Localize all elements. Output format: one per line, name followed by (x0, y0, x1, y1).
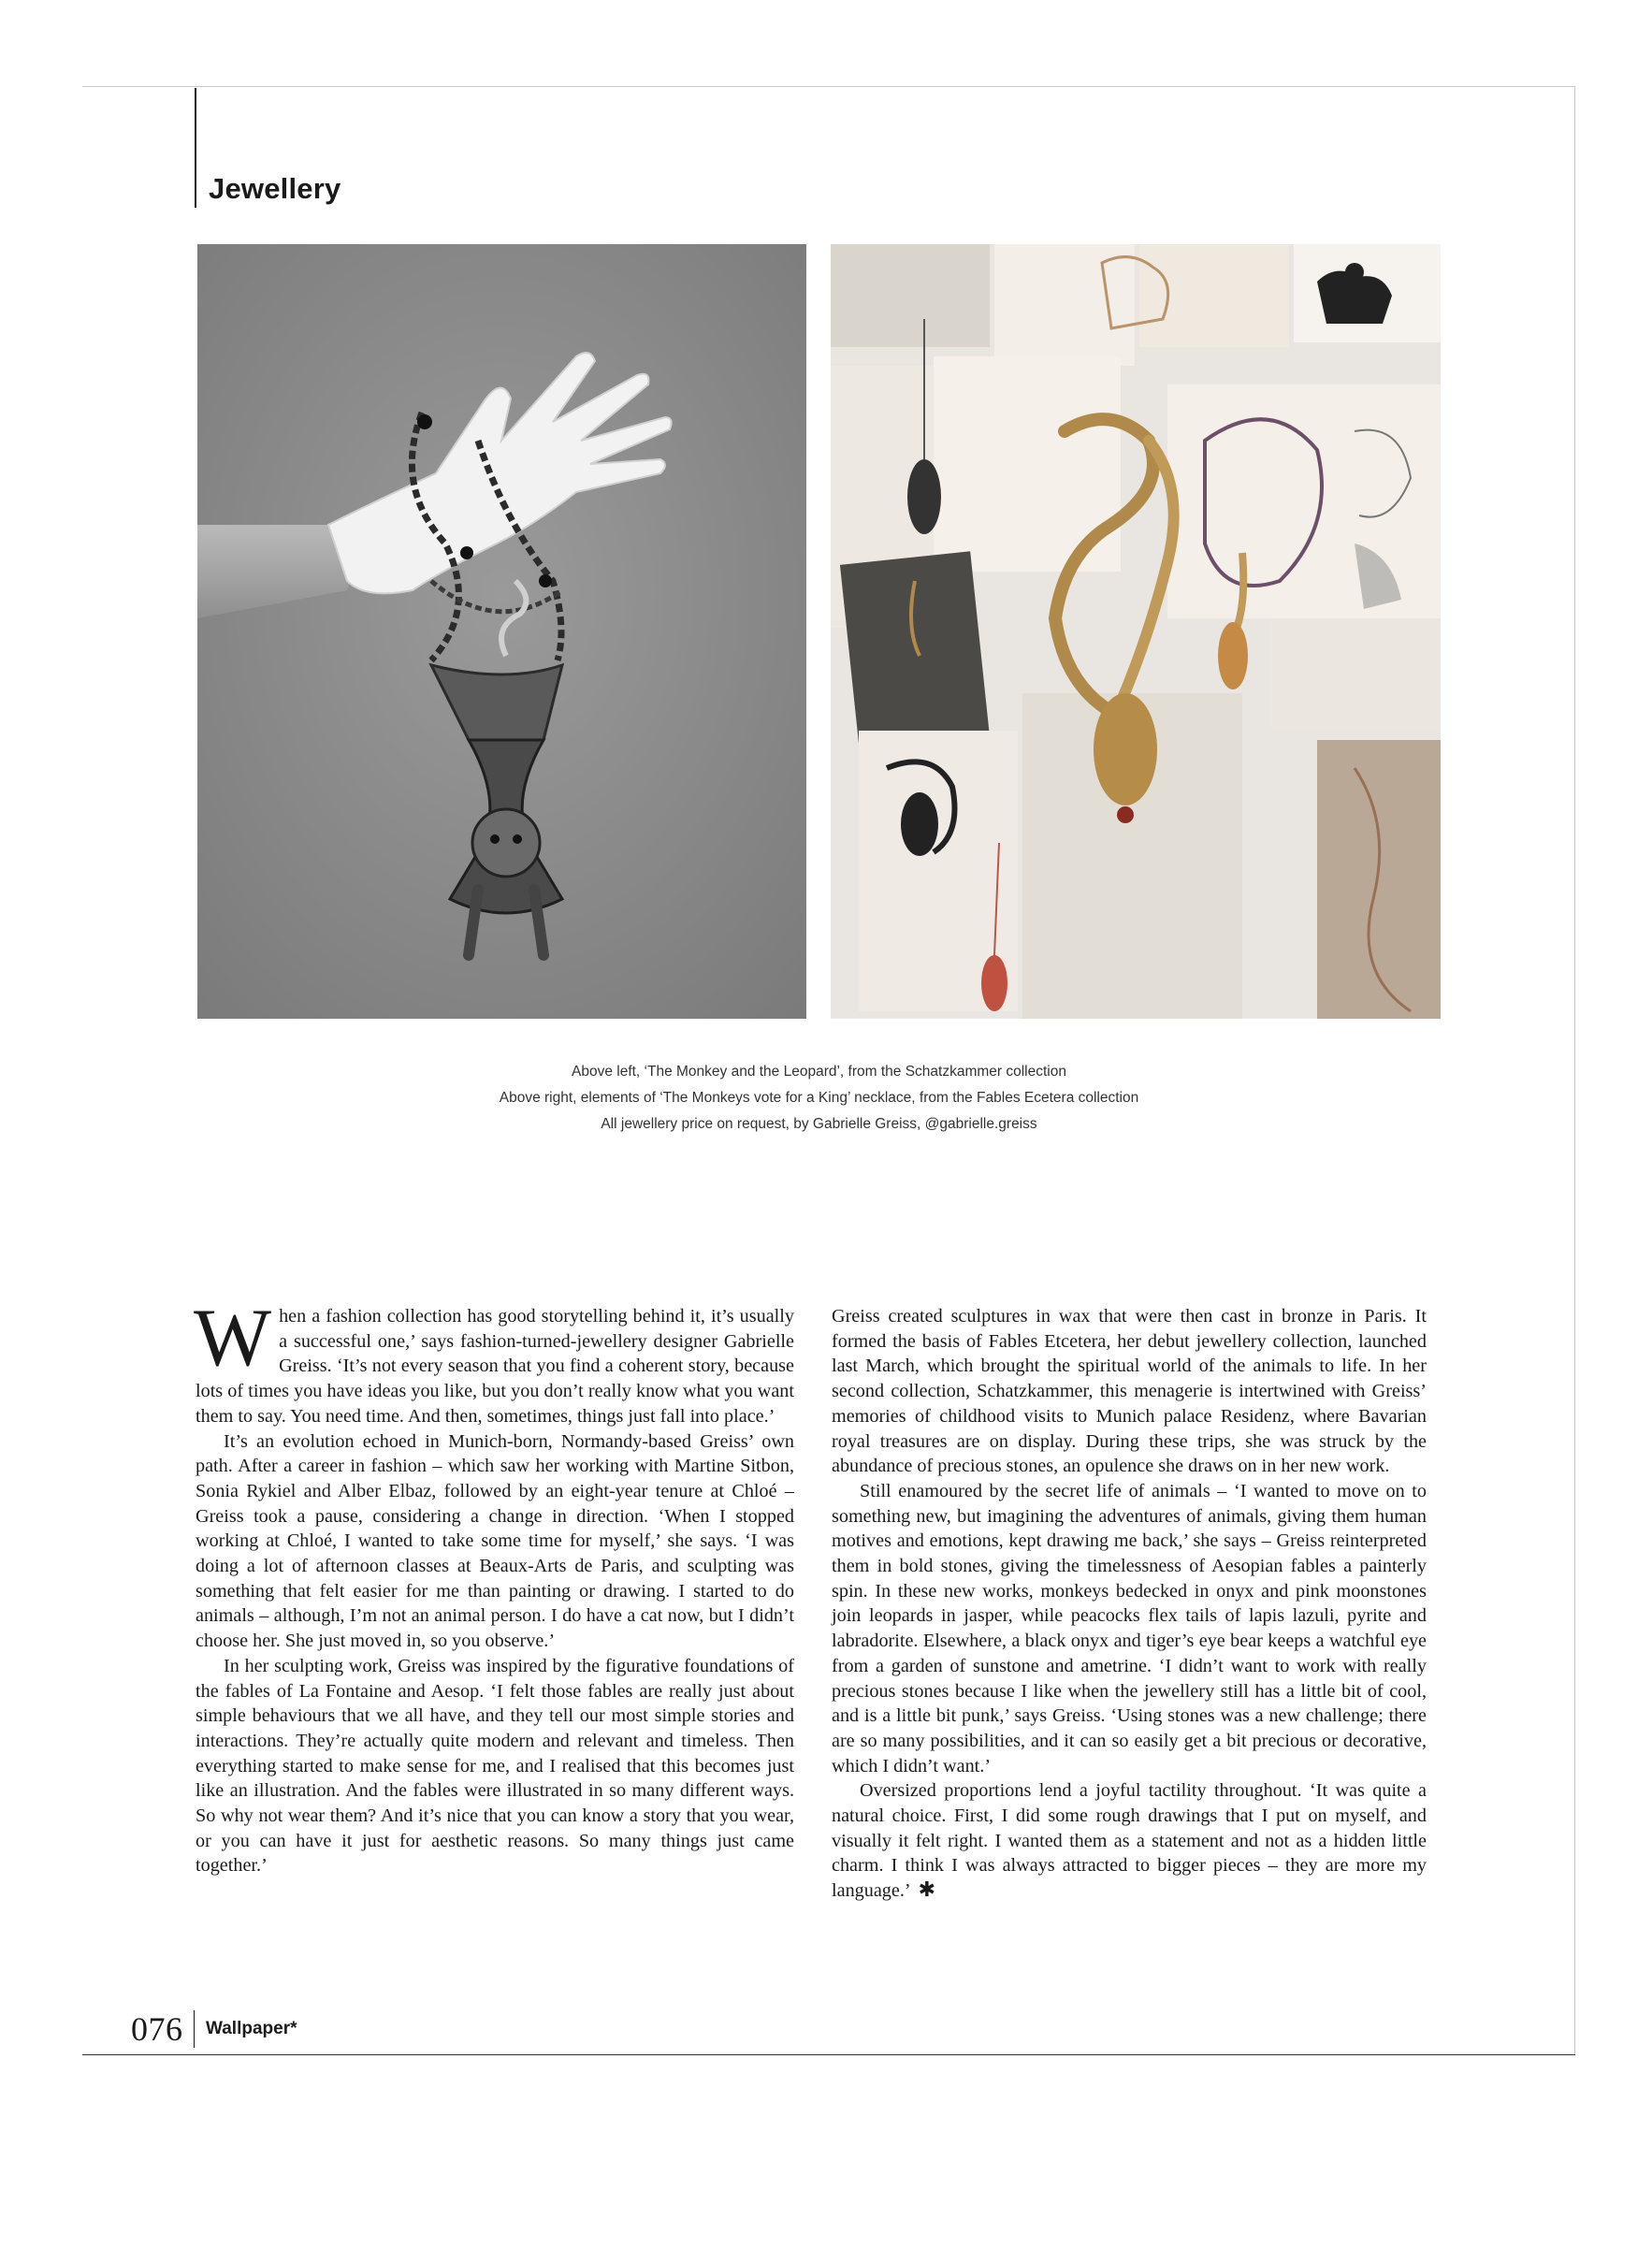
page-number: 076 (131, 2010, 183, 2048)
article-paragraph: In her sculpting work, Greiss was inspired by the figurative foundations of the fables of La Fontaine and Aesop. ‘I felt those fables are really just about simple behaviours that we all have, and they tell our most simple stories and interactions. They’re actually quite modern and relevant and timeless. Then everything started to make sense for me, and I realised that this becomes just like an illustration. And the fables were illustrated in so many different ways. So why not wear them? And it’s nice that you can know a story that you wear, or you can have it just for aesthetic reasons. So many things just came together.’ (196, 1655, 794, 1877)
end-mark-icon: ✱ (918, 1878, 936, 1903)
photo-monkey-necklace-image (197, 244, 806, 1019)
section-rule (195, 88, 196, 208)
magazine-name: Wallpaper* (206, 2019, 297, 2038)
article-paragraph (832, 1778, 1427, 1904)
photo-moodboard (831, 244, 1441, 1019)
photo-moodboard-image (831, 244, 1441, 1019)
article-paragraph: Greiss created sculptures in wax that were then cast in bronze in Paris. It formed the basis of Fables Etcetera, her debut jewellery collection, launched last March, which brought the spiritual world of the animals to life. In her second collection, Schatzkammer, this menagerie is intertwined with Greiss’ memories of childhood visits to Munich palace Residenz, where Bavarian royal treasures are on display. During these trips, she was struck by the abundance of precious stones, an opulence she draws on in her new work. (832, 1306, 1427, 1477)
caption-line: Above right, elements of ‘The Monkeys vote for a King’ necklace, from the Fables Ecetera collection (499, 1090, 1139, 1106)
article-column-right (832, 1304, 1427, 1904)
article-column-left (194, 1293, 794, 1878)
article-paragraph: It’s an evolution echoed in Munich-born, Normandy-based Greiss’ own path. After a career in fashion – which saw her working with Martine Sitbon, Sonia Rykiel and Alber Elbaz, followed by an eight-year tenure at Chloé – Greiss took a pause, considering a change in direction. ‘When I stopped working at Chloé, I wanted to take some time for myself,’ she says. ‘I was doing a lot of afternoon classes at Beaux-Arts de Paris, and sculpting was something that felt easier for me than painting or drawing. I started to do animals – although, I’m not an animal person. I do have a cat now, but I didn’t choose her. She just moved in, so you observe.’ (196, 1430, 794, 1652)
page-bottom-rule (82, 2054, 1575, 2055)
article-paragraph (194, 1293, 794, 1429)
drop-cap: W (194, 1293, 272, 1384)
caption-line: All jewellery price on request, by Gabrielle Greiss, @gabrielle.greiss (601, 1116, 1037, 1132)
article-paragraph: Still enamoured by the secret life of animals – ‘I wanted to move on to something new, but imagining the adventures of animals, giving them human motives and emotions, kept drawing me back,’ she says – Greiss reinterpreted them in bold stones, giving the timelessness of Aesopian fables a painterly spin. In these new works, monkeys bedecked in onyx and pink moonstones join leopards in jasper, while peacocks flex tails of lapis lazuli, pyrite and labradorite. Elsewhere, a black onyx and tiger’s eye bear keeps a watchful eye from a garden of sunstone and ametrine. ‘I didn’t want to work with really precious stones because I like when the jewellery still has a little bit of cool, and is a little bit punk,’ says Greiss. ‘Using stones was a new challenge; there are so many possibilities, and it can so easily get a bit precious or decorative, which I didn’t want.’ (832, 1480, 1427, 1776)
paragraph-text: hen a fashion collection has good storytelling behind it, it’s usually a successful one,’ says fashion-turned-jewellery designer Gabrielle Greiss. ‘It’s not every season that you find a coherent story, because lots of times you have ideas you like, but you don’t really know what you want them to say. You need time. And then, sometimes, things just fall into place.’ (196, 1306, 794, 1427)
photo-captions (197, 1059, 1441, 1138)
section-title: Jewellery (209, 172, 341, 205)
caption-line: Above left, ‘The Monkey and the Leopard’, from the Schatzkammer collection (572, 1064, 1066, 1080)
page-footer (131, 2009, 297, 2049)
photo-monkey-necklace (197, 244, 806, 1019)
footer-divider (194, 2010, 196, 2048)
paragraph-text: Oversized proportions lend a joyful tactility throughout. ‘It was quite a natural choice. First, I did some rough drawings that I put on myself, and visually it felt right. I wanted them as a statement and not as a hidden little charm. I think I was always attracted to bigger pieces – they are more my language.’ (832, 1780, 1427, 1902)
